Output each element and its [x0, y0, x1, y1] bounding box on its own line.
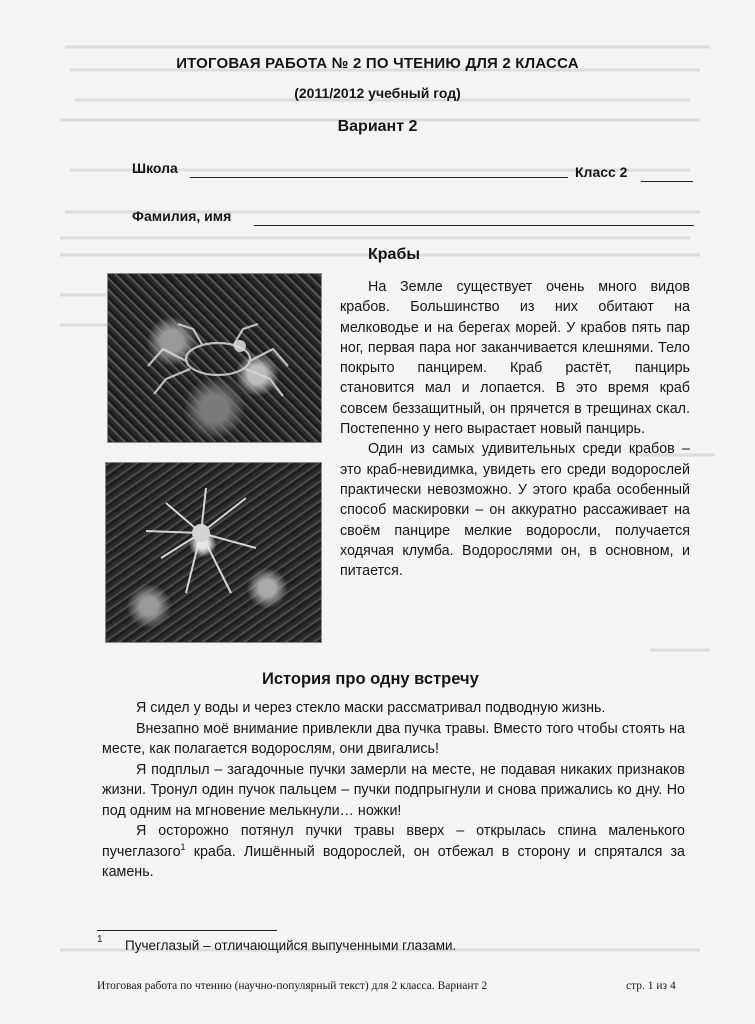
- school-label: Школа: [132, 160, 178, 176]
- footnote-text: Пучеглазый – отличающийся выпученными глазами.: [125, 938, 457, 953]
- page-number: стр. 1 из 4: [626, 980, 676, 992]
- crabs-paragraph-1: На Земле существует очень много видов крабов. Большинство из них обитают на мелководье и на берегах морей. У крабов пять пар ног, первая пара ног заканчивается клешнями. Тело покрыто панцирем. Краб растёт, панцирь становится мал и лопается. В это время краб совсем беззащитный, он прячется в трещинах скал. Постепенно у него вырастает новый панцирь.: [340, 279, 690, 438]
- name-input-line[interactable]: [254, 225, 694, 226]
- variant-label: Вариант 2: [337, 118, 418, 135]
- story-paragraph-4-start: Я осторожно потянул пучки травы вверх – открылась спина маленького пучеглазого: [102, 823, 685, 860]
- decorator-crab-photo: [105, 462, 322, 643]
- story-title: История про одну встречу: [262, 670, 479, 688]
- story-paragraph-3: Я подплыл – загадочные пучки замерли на месте, не подавая никаких признаков жизни. Тронул один пучок пальцем – пучки подпрыгнули и снова прижались ко дну. Но под одним на мгновение мелькнули… ножки!: [102, 761, 685, 819]
- test-title: ИТОГОВАЯ РАБОТА № 2 ПО ЧТЕНИЮ ДЛЯ 2 КЛАССА: [176, 55, 579, 72]
- footnote-number: 1: [97, 934, 103, 945]
- decorator-crab-illustration: [106, 463, 321, 642]
- footnote-ref[interactable]: 1: [180, 841, 186, 852]
- class-input-line[interactable]: [641, 181, 693, 182]
- school-input-line[interactable]: [190, 177, 568, 178]
- school-year: (2011/2012 учебный год): [294, 85, 461, 101]
- story-paragraph-4: [102, 821, 685, 883]
- crabs-title: Крабы: [368, 246, 420, 263]
- name-label: Фамилия, имя: [132, 208, 232, 224]
- class-label: Класс 2: [575, 164, 628, 180]
- story-paragraph-2: Внезапно моё внимание привлекли два пучка травы. Вместо того чтобы стоять на месте, как полагается водорослям, они двигались!: [102, 720, 685, 757]
- crabs-paragraph-2: Один из самых удивительных среди крабов – это краб-невидимка, увидеть его среди водорослей практически невозможно. У этого краба особенный способ маскировки – он аккуратно рассаживает на своём панцире мелкие водоросли, получается ходячая клумба. Водорослями он, в основном, и питается.: [340, 441, 690, 580]
- crabs-text: [340, 277, 690, 581]
- story-paragraph-1: Я сидел у воды и через стекло маски рассматривал подводную жизнь.: [136, 700, 606, 716]
- crab-illustration: [108, 274, 321, 442]
- story-paragraph-4-end: краба. Лишённый водорослей, он отбежал в сторону и спрятался за камень.: [102, 843, 685, 880]
- story-text: [102, 698, 685, 883]
- crab-photo: [107, 273, 322, 443]
- footnote-divider: [97, 930, 277, 931]
- footer-caption: Итоговая работа по чтению (научно-популярный текст) для 2 класса. Вариант 2: [97, 980, 488, 992]
